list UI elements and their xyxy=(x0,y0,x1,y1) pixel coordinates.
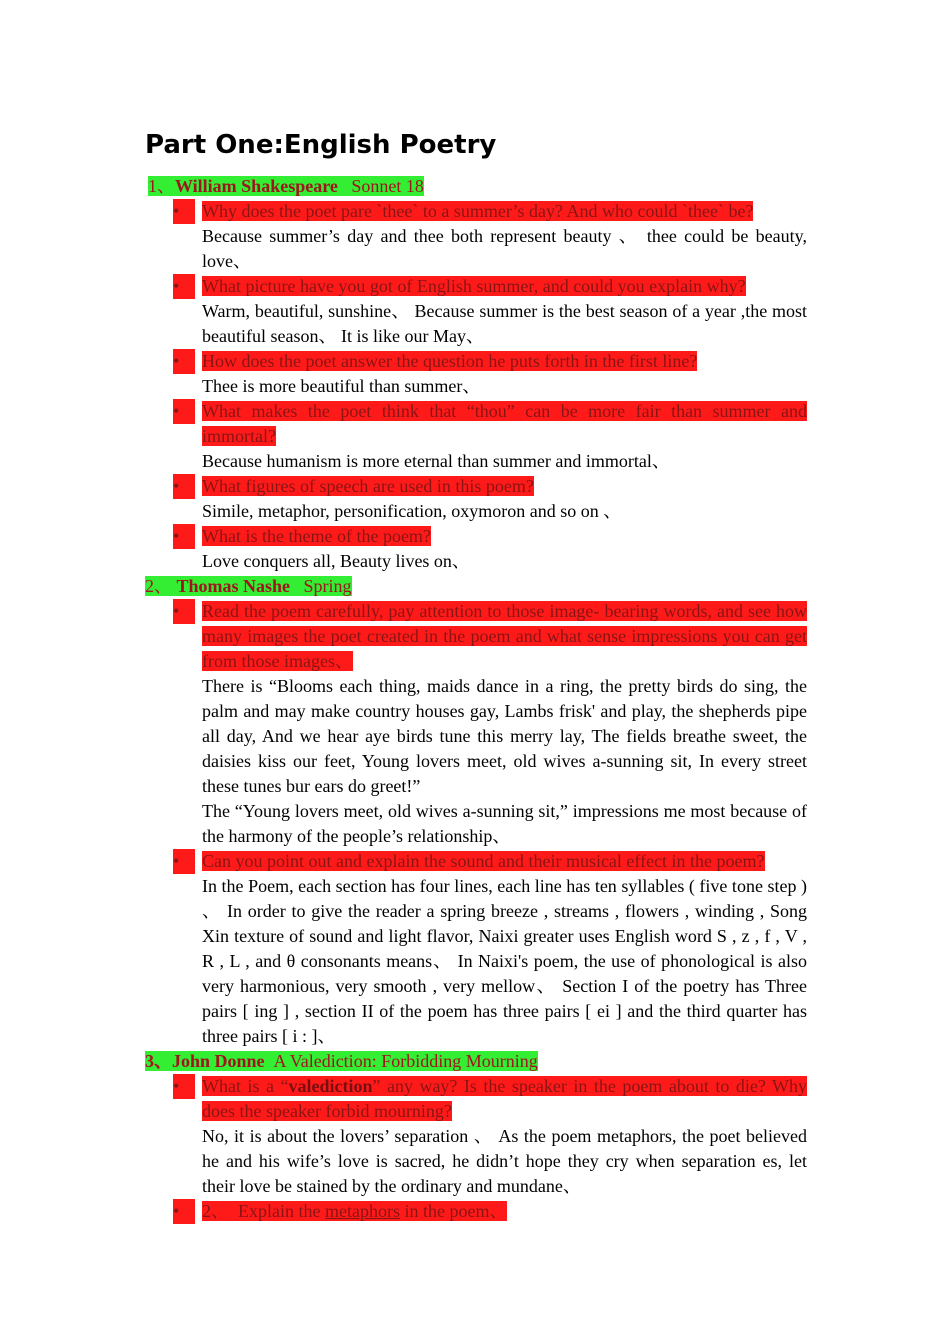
answer-text: Warm, beautiful, sunshine、 Because summer is the best season of a year ,the most beautiful season、 It is like our May、 xyxy=(202,301,807,346)
section-heading xyxy=(145,574,807,599)
question-text: What figures of speech are used in this poem? xyxy=(202,476,534,496)
document-body xyxy=(145,174,807,1224)
answer-text: There is “Blooms each thing, maids dance in a ring, the pretty birds do sing, the palm and may make country houses gay, Lambs frisk' and play, the shepherds pipe all day, And we hear aye birds tune this merry lay, The fields breathe sweet, the daisies kiss our feet, Young lovers meet, old wives a-sunning sit, In every street these tunes bur ears do greet!” xyxy=(202,676,807,796)
question-text: What picture have you got of English summer, and could you explain why? xyxy=(202,276,746,296)
question-item xyxy=(145,1074,807,1124)
answer-text: Because summer’s day and thee both represent beauty 、 thee could be beauty, love、 xyxy=(202,226,807,271)
question-text: How does the poet answer the question he puts forth in the first line? xyxy=(202,351,698,371)
section-number: 2、 xyxy=(145,576,172,596)
question-text: in the poem、 xyxy=(399,1201,508,1221)
question-text: ” any way? Is the speaker in the poem about to die? Why does the speaker forbid mourning? xyxy=(202,1076,807,1121)
question-item xyxy=(145,274,807,299)
section-author: William Shakespeare xyxy=(175,176,338,196)
section-number: 3、 xyxy=(145,1051,172,1071)
question-text: Read the poem carefully, pay attention to those image- bearing words, and see how many images the poet created in the poem and what sense impressions you can get from those images、 xyxy=(202,601,807,671)
question-item xyxy=(145,199,807,224)
question-text: What is a “ xyxy=(202,1076,289,1096)
bullet-icon: • xyxy=(173,474,195,499)
question-item xyxy=(145,1199,807,1224)
section-number: 1、 xyxy=(148,176,175,196)
bullet-icon: • xyxy=(173,1074,195,1099)
bullet-icon: • xyxy=(173,274,195,299)
bullet-icon: • xyxy=(173,1199,195,1224)
section-work: Spring xyxy=(303,576,352,596)
answer-text: Simile, metaphor, personification, oxymoron and so on 、 xyxy=(202,501,622,521)
question-text: Can you point out and explain the sound and their musical effect in the poem? xyxy=(202,851,765,871)
answer-text: The “Young lovers meet, old wives a-sunning sit,” impressions me most because of the harmony of the people’s relationship、 xyxy=(202,801,807,846)
question-text: Explain the xyxy=(238,1201,325,1221)
bullet-icon: • xyxy=(173,849,195,874)
section-heading xyxy=(145,1049,807,1074)
question-item xyxy=(145,349,807,374)
question-keyword: valediction xyxy=(288,1076,373,1096)
question-keyword: metaphors xyxy=(324,1201,400,1221)
section-work: Sonnet 18 xyxy=(351,176,424,196)
question-item xyxy=(145,849,807,874)
section-heading xyxy=(145,174,807,199)
question-item xyxy=(145,474,807,499)
question-item xyxy=(145,599,807,674)
answer-text: No, it is about the lovers’ separation 、 As the poem metaphors, the poet believed he and his wife’s love is sacred, he didn’t hope they cry when separation es, let their love be stained by the ordinary and mundane、 xyxy=(202,1126,807,1196)
question-text: Why does the poet pare `thee` to a summer’s day? And who could `thee` be? xyxy=(202,201,754,221)
bullet-icon: • xyxy=(173,524,195,549)
section-work: A Valediction: Forbidding Mourning xyxy=(273,1051,538,1071)
question-text: What makes the poet think that “thou” can be more fair than summer and immortal? xyxy=(202,401,807,446)
question-item xyxy=(145,524,807,549)
bullet-icon: • xyxy=(173,399,195,424)
answer-text: In the Poem, each section has four lines, each line has ten syllables ( five tone step ) 、 In order to give the reader a spring breeze , streams , flowers , winding , Song Xin texture of sound and light flavor, Naixi greater uses English word S , z , f , V , R , L , and θ consonants means、 In Naixi's poem, the use of phonological is also very harmonious, very smooth , very mellow、 Section I of the poetry has Three pairs [ ing ] , section II of the poem has three pairs [ ei ] and the third quarter has three pairs [ i : ]、 xyxy=(202,876,807,1046)
section-author: Thomas Nashe xyxy=(176,576,291,596)
section-author: John Donne xyxy=(172,1051,265,1071)
answer-text: Thee is more beautiful than summer、 xyxy=(202,376,481,396)
page-title: Part One:English Poetry xyxy=(145,130,497,160)
answer-text: Love conquers all, Beauty lives on、 xyxy=(202,551,470,571)
bullet-icon: • xyxy=(173,199,195,224)
question-text: What is the theme of the poem? xyxy=(202,526,431,546)
answer-text: Because humanism is more eternal than summer and immortal、 xyxy=(202,451,670,471)
question-item xyxy=(145,399,807,449)
question-number: 2、 xyxy=(202,1201,229,1221)
bullet-icon: • xyxy=(173,349,195,374)
bullet-icon: • xyxy=(173,599,195,624)
